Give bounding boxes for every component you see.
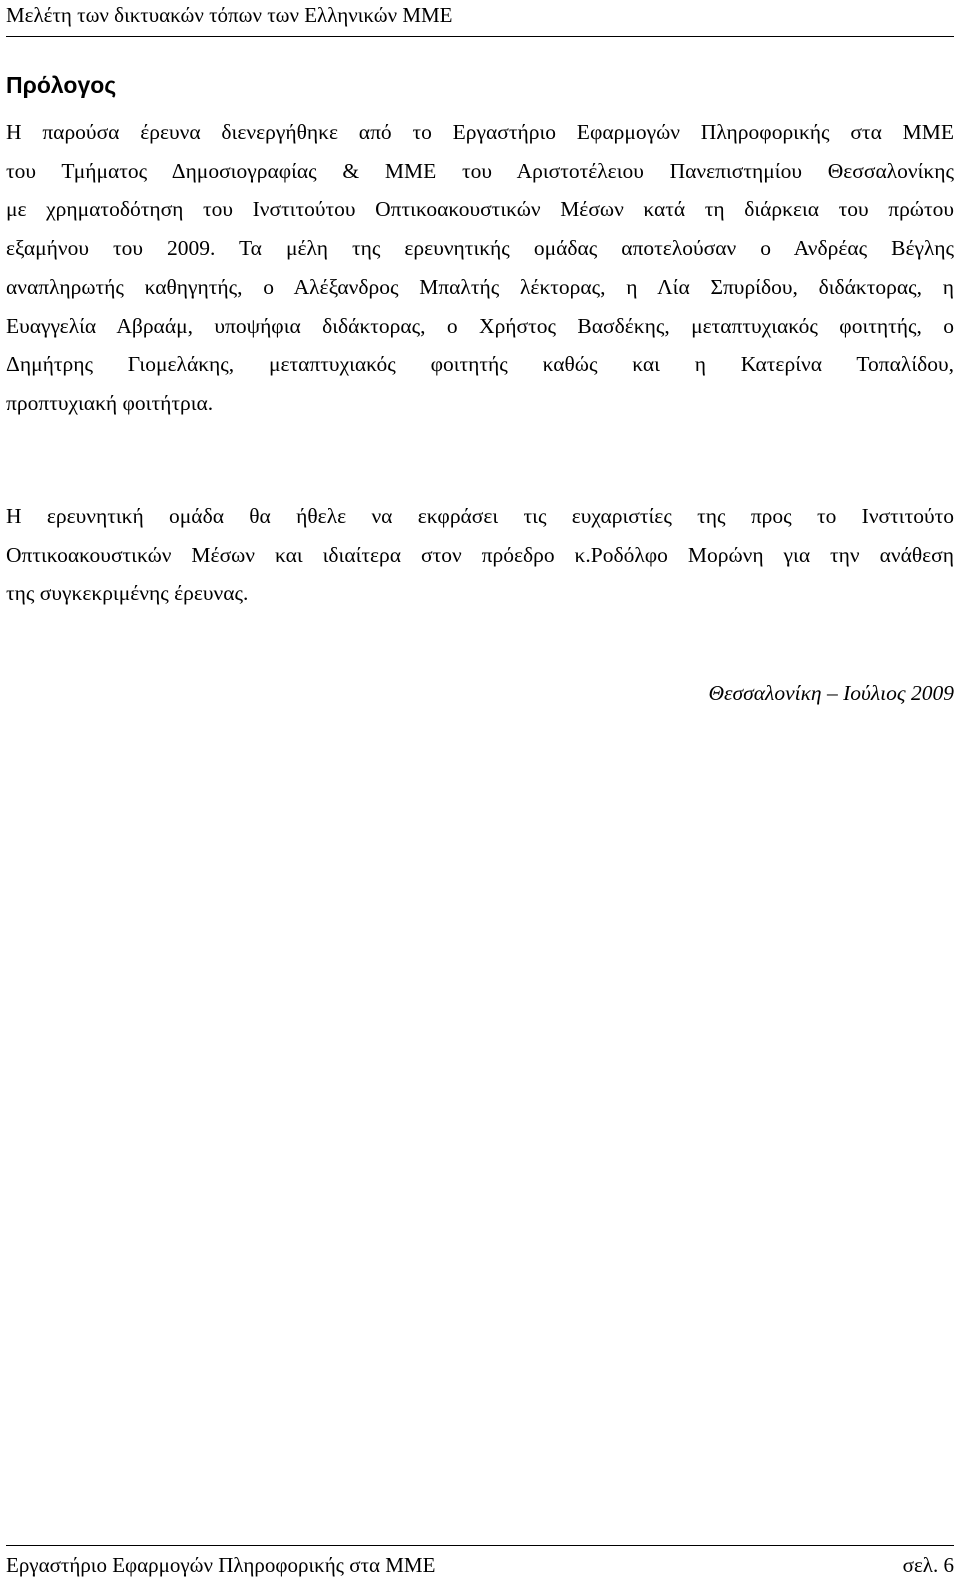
paragraph-line: εξαμήνου του 2009. Τα μέλη της ερευνητικής ομάδας αποτελούσαν ο Ανδρέας Βέγλης xyxy=(6,236,954,261)
footer-rule xyxy=(6,1545,954,1546)
paragraph-line: προπτυχιακή φοιτήτρια. xyxy=(6,390,214,415)
running-header: Μελέτη των δικτυακών τόπων των Ελληνικών ΜΜΕ xyxy=(6,3,453,27)
footer-lab-name: Εργαστήριο Εφαρμογών Πληροφορικής στα ΜΜΕ xyxy=(6,1553,436,1577)
section-heading: Πρόλογος xyxy=(6,72,117,98)
paragraph-1 xyxy=(6,113,954,423)
paragraph-2 xyxy=(6,497,954,613)
place-date-signature: Θεσσαλονίκη – Ιούλιος 2009 xyxy=(708,681,954,705)
paragraph-line: με χρηματοδότηση του Ινστιτούτου Οπτικοακουστικών Μέσων κατά τη διάρκεια του πρώτου xyxy=(6,197,954,222)
header-rule xyxy=(6,36,954,37)
paragraph-line: Δημήτρης Γιομελάκης, μεταπτυχιακός φοιτητής καθώς και η Κατερίνα Τοπαλίδου, xyxy=(6,352,954,377)
paragraph-line: της συγκεκριμένης έρευνας. xyxy=(6,581,249,606)
paragraph-line: Οπτικοακουστικών Μέσων και ιδιαίτερα στον πρόεδρο κ.Ροδόλφο Μορώνη για την ανάθεση xyxy=(6,542,954,567)
paragraph-line: Η ερευνητική ομάδα θα ήθελε να εκφράσει τις ευχαριστίες της προς το Ινστιτούτο xyxy=(6,504,954,528)
paragraph-line: Ευαγγελία Αβραάμ, υποψήφια διδάκτορας, ο Χρήστος Βασδέκης, μεταπτυχιακός φοιτητής, ο xyxy=(6,313,954,338)
paragraph-line: Η παρούσα έρευνα διενεργήθηκε από το Εργαστήριο Εφαρμογών Πληροφορικής στα ΜΜΕ xyxy=(6,120,954,144)
paragraph-line: αναπληρωτής καθηγητής, ο Αλέξανδρος Μπαλτής λέκτορας, η Λία Σπυρίδου, διδάκτορας, η xyxy=(6,274,954,299)
paragraph-line: του Τμήματος Δημοσιογραφίας & ΜΜΕ του Αριστοτέλειου Πανεπιστημίου Θεσσαλονίκης xyxy=(6,158,954,183)
page-number: σελ. 6 xyxy=(902,1553,954,1577)
